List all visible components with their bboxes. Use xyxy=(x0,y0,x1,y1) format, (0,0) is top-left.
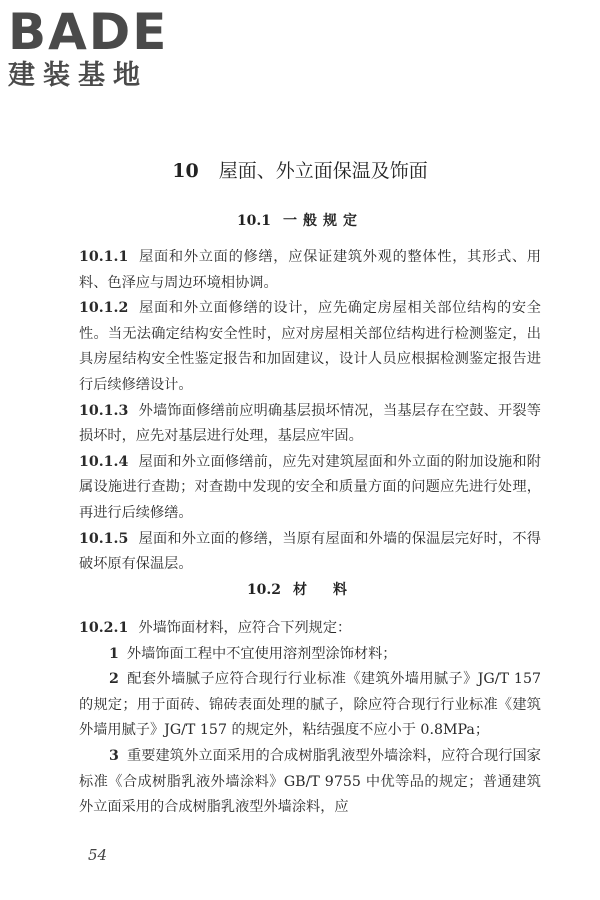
clause-text: 屋面和外立面的修缮，应保证建筑外观的整体性，其形式、用料、色泽应与周边环境相协调。 xyxy=(79,249,541,291)
clause-number: 10.1.3 xyxy=(79,402,129,419)
item-text: 外墙饰面工程中不宜使用溶剂型涂饰材料； xyxy=(126,645,397,662)
logo-wordmark: BADE xyxy=(8,3,169,61)
page-number: 54 xyxy=(88,846,108,864)
clause-text: 屋面和外立面修缮前，应先对建筑屋面和外立面的附加设施和附属设施进行查勘；对查勘中发现的安全和质量方面的问题应先进行处理，再进行后续修缮。 xyxy=(79,453,541,521)
logo-subtitle: 建装基地 xyxy=(8,60,148,91)
item-text: 重要建筑外立面采用的合成树脂乳液型外墙涂料，应符合现行国家标准《合成树脂乳液外墙涂料》GB/T 9755 中优等品的规定；普通建筑外立面采用的合成树脂乳液型外墙涂料，应 xyxy=(79,747,541,816)
clause-text: 外墙饰面材料，应符合下列规定： xyxy=(138,620,352,636)
section-heading: 材 料 xyxy=(293,582,354,598)
logo xyxy=(8,3,178,92)
clause-paragraph xyxy=(79,450,541,527)
clause-text: 外墙饰面修缮前应明确基层损坏情况，当基层存在空鼓、开裂等损坏时，应先对基层进行处理，基层应牢固。 xyxy=(79,402,541,445)
section-heading: 一般规定 xyxy=(283,213,364,229)
section1-body xyxy=(79,245,541,578)
clause-number: 10.2.1 xyxy=(79,620,129,636)
section-title-general xyxy=(0,210,600,230)
item-number: 2 xyxy=(109,671,119,688)
item-number: 1 xyxy=(109,645,119,662)
chapter-title xyxy=(0,156,600,183)
chapter-heading: 屋面、外立面保温及饰面 xyxy=(218,160,428,182)
clause-number: 10.1.4 xyxy=(79,453,129,470)
list-item xyxy=(79,744,541,821)
clause-text: 屋面和外立面的修缮，当原有屋面和外墙的保温层完好时，不得破坏原有保温层。 xyxy=(79,530,541,573)
clause-number: 10.1.2 xyxy=(79,300,129,317)
clause-paragraph xyxy=(79,616,541,642)
clause-number: 10.1.1 xyxy=(79,249,129,265)
clause-paragraph xyxy=(79,399,541,450)
section-title-materials xyxy=(0,579,600,599)
clause-number: 10.1.5 xyxy=(79,530,129,547)
clause-paragraph xyxy=(79,527,541,578)
clause-paragraph xyxy=(79,296,541,398)
section-number: 10.1 xyxy=(236,213,272,229)
chapter-number: 10 xyxy=(172,160,199,182)
section2-body xyxy=(79,616,541,821)
section-number: 10.2 xyxy=(246,582,282,598)
list-item xyxy=(79,642,541,668)
clause-paragraph xyxy=(79,245,541,296)
item-number: 3 xyxy=(109,747,119,764)
item-text: 配套外墙腻子应符合现行行业标准《建筑外墙用腻子》JG/T 157 的规定；用于面砖、锦砖表面处理的腻子，除应符合现行行业标准《建筑外墙用腻子》JG/T 157 的规定外，粘结强度不应小于 0.8MPa； xyxy=(79,671,541,739)
clause-text: 屋面和外立面修缮的设计，应先确定房屋相关部位结构的安全性。当无法确定结构安全性时，应对房屋相关部位结构进行检测鉴定，出具房屋结构安全性鉴定报告和加固建议，设计人员应根据检测鉴定报告进行后续修缮设计。 xyxy=(79,300,541,393)
list-item xyxy=(79,667,541,744)
